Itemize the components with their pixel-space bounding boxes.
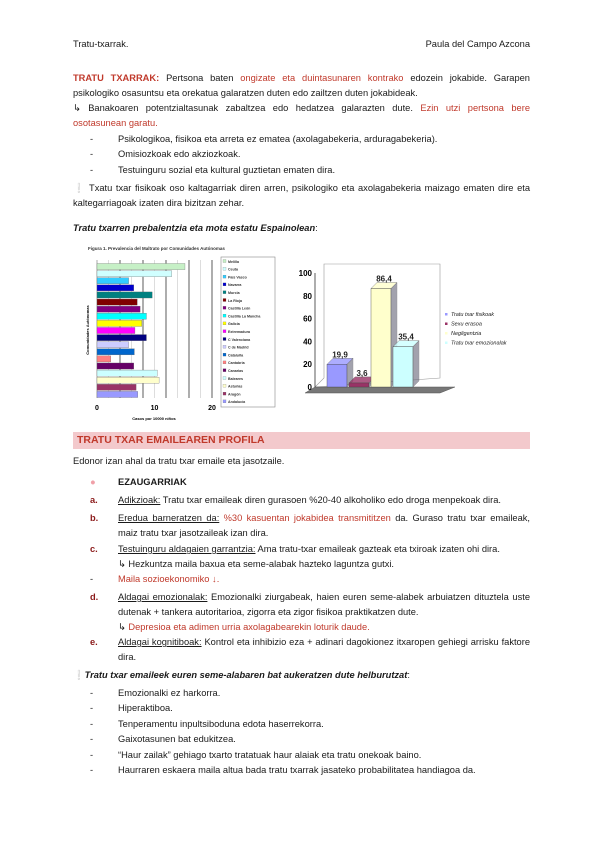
legend-label: Andalucía <box>228 400 246 405</box>
item-text: Emozionalki ez harkorra. <box>118 688 221 698</box>
bar-Negligentzia <box>371 289 391 387</box>
definition-paragraph <box>73 71 530 131</box>
text: Emozionalki ziurgabeak, haien euren seme-alabek arbuiatzen dituztela uste dutenak + tankera autoritarioa, zigorra eta zigor fisikoa praktikatzen dute. <box>118 592 530 617</box>
sub-text: ↳ Hezkuntza maila baxua eta seme-alabak hazteko laguntza gutxi. <box>118 559 395 569</box>
legend-label: Murcia <box>228 291 240 295</box>
text: Ama tratu-txar emaileak gazteak eta txiroak izaten ohi dira. <box>255 544 500 554</box>
exclamation-icon: ❕ <box>73 183 86 193</box>
dash: - <box>90 149 94 159</box>
legend-swatch <box>223 275 226 278</box>
marker: c. <box>90 544 98 554</box>
legend-label: Sexu erasoa <box>451 321 482 328</box>
text: Tratu txar emaileak diren gurasoen %20-40 alkoholiko edo droga menpekoak dira. <box>160 495 501 505</box>
legend-label: Tratu txar emozionalak <box>451 340 507 347</box>
legend-label: Ceuta <box>228 267 238 272</box>
legend-swatch <box>223 330 226 333</box>
colon: : <box>315 223 318 233</box>
marker: e. <box>90 637 98 647</box>
legend-label: Aragón <box>228 392 241 397</box>
legend-swatch <box>445 323 448 326</box>
bar-Andalucía <box>97 391 138 397</box>
legend-swatch <box>223 361 226 364</box>
chart-caption <box>73 223 530 233</box>
list-item-a <box>92 493 530 508</box>
label: Aldagai kognitiboak: <box>118 637 202 647</box>
section-heading: TRATU TXAR EMAILEAREN PROFILA <box>73 432 530 449</box>
y-tick-label: 0 <box>307 383 312 392</box>
x-tick-label: 10 <box>150 405 159 412</box>
bar-Galicia <box>97 320 142 326</box>
legend-label: Baleares <box>228 376 243 381</box>
y-tick-label: 20 <box>303 360 312 370</box>
list-item <box>92 701 530 716</box>
bar-Castilla León <box>97 306 140 312</box>
legend-swatch <box>223 384 226 387</box>
text: da. Guraso tratu txar emaileak, maiz tratu txar jasotzaileak izan dira. <box>118 513 531 538</box>
data-label: 86,4 <box>376 274 392 284</box>
list-item <box>92 748 530 763</box>
legend-swatch <box>223 299 226 302</box>
text: Kontrol eta inhibizio eza + adinari dagokionez itxaropen gehiegi arrisku faktore dira. <box>118 637 530 662</box>
term: TRATU TXARRAK: <box>73 73 160 83</box>
marker: - <box>90 574 94 584</box>
legend-label: Cantabria <box>228 361 245 366</box>
legend-swatch <box>223 267 226 270</box>
data-label: 19,9 <box>332 350 348 360</box>
legend-label: C de Madrid <box>228 345 249 350</box>
legend-label: Melilla <box>228 259 239 264</box>
list-item <box>92 132 530 147</box>
highlight: Ezin utzi pertsona bere osotasunean garatu. <box>73 103 530 128</box>
legend-label: Tratu txar fisikoak <box>451 312 494 318</box>
item-text: Omisiozkoak edo akziozkoak. <box>118 149 241 159</box>
x-tick-label: 20 <box>208 405 216 412</box>
legend-swatch <box>223 322 226 325</box>
legend-swatch <box>223 314 226 317</box>
legend-swatch <box>223 283 226 286</box>
legend-label: Galicia <box>228 322 240 327</box>
bar-side <box>413 341 419 387</box>
bar-Melilla <box>97 264 185 270</box>
legend-swatch <box>223 260 226 263</box>
x-tick-label: 0 <box>95 405 99 412</box>
note-text: Tratu txar emaileek euren seme-alabaren bat aukeratzen dute helburutzat <box>84 670 408 680</box>
dash: - <box>90 165 94 175</box>
bar-Cantabria <box>97 356 111 362</box>
list-item <box>92 686 530 701</box>
legend-swatch <box>223 345 226 348</box>
bar-Asturias <box>97 377 159 383</box>
data-label: 3,6 <box>356 368 368 378</box>
bar-Baleares <box>97 370 157 376</box>
dash: - <box>90 765 94 775</box>
dash: - <box>90 703 94 713</box>
legend-swatch <box>223 369 226 372</box>
legend-swatch <box>223 306 226 309</box>
section-intro: Edonor izan ahal da tratu txar emaile eta jasotzaile. <box>73 456 285 466</box>
caption-text: Tratu txarren prebalentzia eta mota estatu Espainolean <box>73 223 316 233</box>
bar-C Valenciana <box>97 335 146 341</box>
list-item-d <box>92 590 530 635</box>
legend-label: Extremadura <box>228 330 250 334</box>
legend-swatch <box>223 400 226 403</box>
list-item <box>92 763 530 778</box>
legend-swatch <box>445 332 448 335</box>
bar-Castilla La Mancha <box>97 313 146 319</box>
plot-floor <box>305 387 455 393</box>
legend-label: Canarias <box>228 369 244 373</box>
list-item-e <box>92 635 530 665</box>
item-text: Hiperaktiboa. <box>118 703 173 713</box>
legend-swatch <box>223 392 226 395</box>
legend-swatch <box>223 291 226 294</box>
label: Eredua barneratzen da: <box>118 513 220 523</box>
item-text: Psikologikoa, fisikoa eta arreta ez ematea (axolagabekeria, arduragabekeria). <box>118 134 438 144</box>
bar-Canarias <box>97 363 134 369</box>
legend-swatch <box>445 313 448 316</box>
charts-figure <box>60 240 540 421</box>
list-item-dash <box>92 572 530 587</box>
bullet-heading <box>92 475 530 490</box>
header-author: Paula del Campo Azcona <box>425 39 530 49</box>
list-item <box>92 717 530 732</box>
marker: b. <box>90 513 99 523</box>
header-title: Tratu-txarrak. <box>73 39 129 49</box>
legend-label: C Valenciana <box>228 337 251 342</box>
bar-Murcia <box>97 292 152 298</box>
legend-label: Castilla La Mancha <box>228 314 261 319</box>
bar-Extremadura <box>97 327 135 333</box>
list-item <box>92 732 530 747</box>
item-text: Haurraren eskaera maila altua bada tratu txarrak jasateko probabilitatea handiagoa da. <box>118 765 476 775</box>
note-paragraph <box>73 181 530 211</box>
page-header <box>73 39 530 49</box>
text: Pertsona baten <box>159 73 241 83</box>
dash: - <box>90 688 94 698</box>
dash: - <box>90 734 94 744</box>
bar-Ceuta <box>97 271 172 277</box>
list-item <box>92 163 530 178</box>
legend-swatch <box>445 342 448 345</box>
bar-La Rioja <box>97 299 137 305</box>
highlight: %30 kasuentan jokabidea transmititzen <box>219 513 391 523</box>
y-tick-label: 40 <box>303 337 312 347</box>
bar-Tratu txar emozionalak <box>393 347 413 387</box>
text: Banakoaren potentzialtasunak zabaltzea edo hedatzea galarazten dute. <box>80 103 421 113</box>
bar-Navarra <box>97 285 134 291</box>
legend-swatch <box>223 338 226 341</box>
legend-label: País Vasco <box>228 275 247 280</box>
legend-label: Cataluña <box>228 353 244 358</box>
y-tick-label: 80 <box>303 291 312 301</box>
legend-swatch <box>223 353 226 356</box>
list-item-b <box>92 511 530 541</box>
label: Aldagai emozionalak: <box>118 592 208 602</box>
bullet-icon: ● <box>90 477 96 487</box>
data-label: 35,4 <box>398 332 414 342</box>
exclamation-icon: ❕ <box>73 670 85 680</box>
legend-label: Negligentzia <box>451 331 482 337</box>
highlight: Maila sozioekonomiko ↓. <box>118 574 220 584</box>
legend-swatch <box>223 377 226 380</box>
legend-label: Castilla León <box>228 306 251 311</box>
y-axis-label: Comunidades Autónomas <box>85 305 90 355</box>
highlight: Depresioa eta adimen urria axolagabearekin loturik daude. <box>125 622 370 632</box>
item-text: Testuinguru sozial eta kultural guztietan ematen dira. <box>118 165 336 175</box>
bar-Cataluña <box>97 349 134 355</box>
note-text: Txatu txar fisikoak oso kaltagarriak diren arren, psikologiko eta axolagabekeria maizago ematen dire eta kaltegarriagoak izaten dira bizitzan zehar. <box>73 183 530 208</box>
bar-País Vasco <box>97 278 129 284</box>
label: Testuinguru aldagaien garrantzia: <box>118 544 256 554</box>
bar-C de Madrid <box>97 342 129 348</box>
list-item <box>92 147 530 162</box>
y-tick-label: 60 <box>303 314 312 324</box>
list-item-c <box>92 542 530 572</box>
legend-label: Asturias <box>228 384 243 389</box>
bullet-text: EZAUGARRIAK <box>118 477 187 487</box>
item-text: Gaixotasunen bat edukitzea. <box>118 734 236 744</box>
dash: - <box>90 719 94 729</box>
item-text: Tenperamentu inpultsiboduna edota haserrekorra. <box>118 719 324 729</box>
y-tick-label: 100 <box>298 269 312 278</box>
x-axis-label: Casos por 10000 niños <box>132 416 176 421</box>
dash: - <box>90 750 94 760</box>
legend-label: Navarra <box>228 283 242 288</box>
bar-Tratu txar fisikoak <box>327 364 347 387</box>
dash: - <box>90 134 94 144</box>
bar-Sexu erasoa <box>349 383 369 387</box>
colon: : <box>407 670 410 680</box>
label: Adikzioak: <box>118 495 161 505</box>
arrow-icon: ↳ <box>73 103 81 113</box>
marker: d. <box>90 592 99 602</box>
marker: a. <box>90 495 98 505</box>
bar-Aragón <box>97 384 136 390</box>
item-text: “Haur zailak” gehiago txarto tratatuak haur alaiak eta tratu onekoak baino. <box>118 750 422 760</box>
text: edozein jokabide. Garapen psikologiko osasuntsu eta orekatua galaratzen duten edo zailtzen duten jokabideak. <box>73 73 530 98</box>
legend-label: La Rioja <box>228 298 242 303</box>
highlight: ongizate eta duintasunaren kontrako <box>240 73 404 83</box>
note-heading <box>73 670 530 681</box>
chart-title: Figura 1. Prevalencia del Maltrato por Comunidades Autónomas <box>88 246 225 251</box>
arrow-icon: ↳ <box>118 622 126 632</box>
